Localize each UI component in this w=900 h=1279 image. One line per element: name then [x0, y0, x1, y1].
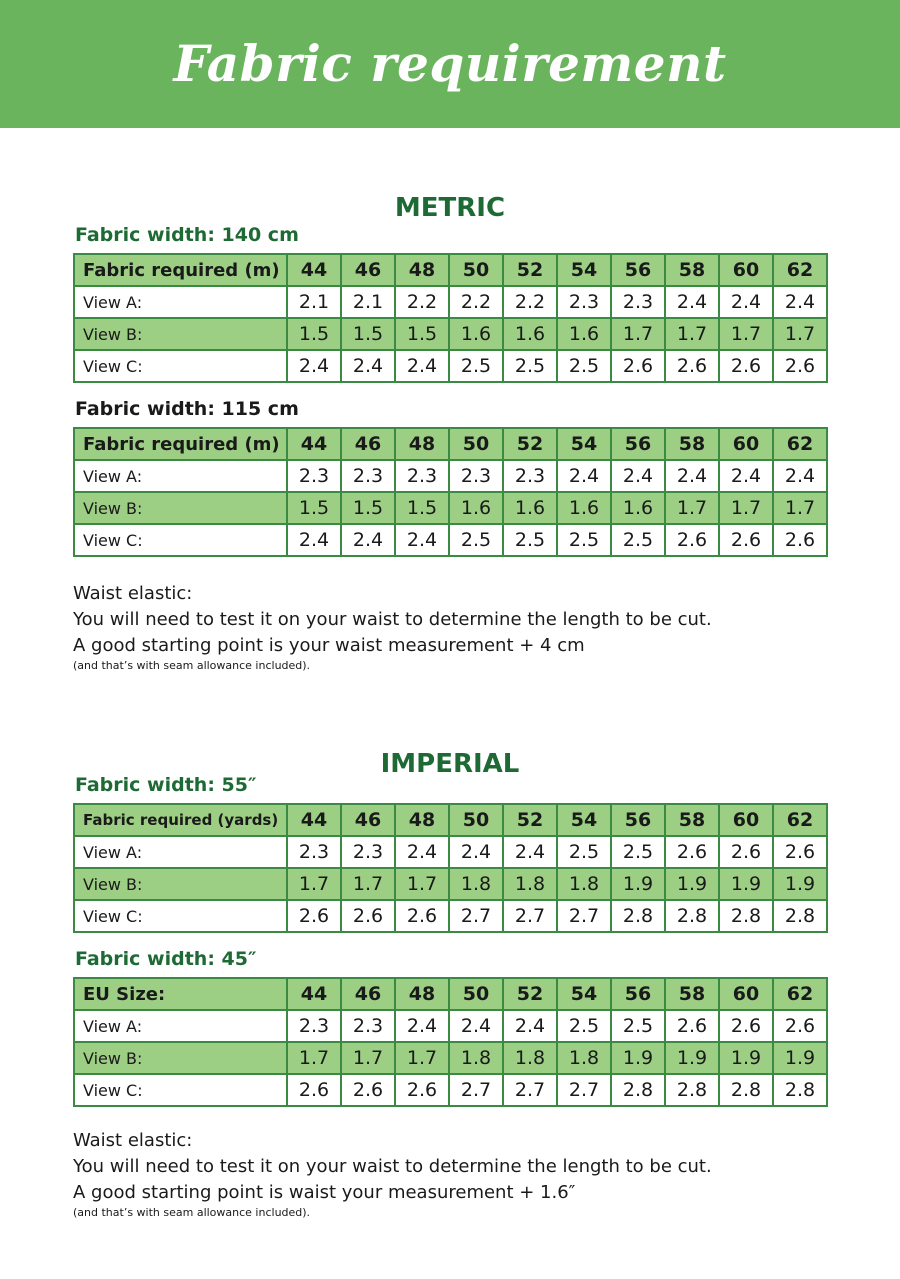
value-cell: 2.7: [503, 900, 557, 932]
value-cell: 1.7: [287, 1042, 341, 1074]
size-header-cell: 60: [719, 978, 773, 1010]
row-label: View C:: [74, 524, 287, 556]
value-cell: 2.8: [611, 900, 665, 932]
row-label: View C:: [74, 900, 287, 932]
table-row: [74, 1074, 827, 1106]
size-header-cell: 56: [611, 428, 665, 460]
value-cell: 2.6: [287, 900, 341, 932]
value-cell: 2.6: [665, 1010, 719, 1042]
size-header-cell: 50: [449, 978, 503, 1010]
value-cell: 1.5: [341, 492, 395, 524]
value-cell: 2.5: [557, 524, 611, 556]
value-cell: 2.1: [287, 286, 341, 318]
value-cell: 2.2: [449, 286, 503, 318]
value-cell: 2.6: [719, 350, 773, 382]
value-cell: 1.9: [773, 868, 827, 900]
value-cell: 2.3: [287, 836, 341, 868]
imperial-note: [73, 1128, 873, 1220]
value-cell: 2.8: [719, 1074, 773, 1106]
table-row: [74, 1010, 827, 1042]
row-label: View C:: [74, 350, 287, 382]
size-header-cell: 52: [503, 428, 557, 460]
size-header-cell: 48: [395, 254, 449, 286]
metric-width-label-2: Fabric width: 115 cm: [75, 398, 299, 420]
value-cell: 1.7: [395, 868, 449, 900]
value-cell: 1.8: [557, 1042, 611, 1074]
value-cell: 1.6: [611, 492, 665, 524]
value-cell: 1.7: [719, 318, 773, 350]
value-cell: 2.2: [503, 286, 557, 318]
page-title: Fabric requirement: [173, 34, 727, 93]
value-cell: 2.3: [449, 460, 503, 492]
imperial-width-label-2: Fabric width: 45″: [75, 948, 257, 970]
value-cell: 2.4: [503, 836, 557, 868]
size-header-cell: 60: [719, 428, 773, 460]
value-cell: 2.6: [611, 350, 665, 382]
value-cell: 2.4: [557, 460, 611, 492]
value-cell: 1.8: [503, 868, 557, 900]
value-cell: 2.5: [611, 836, 665, 868]
value-cell: 1.8: [449, 1042, 503, 1074]
imperial-table-55: [73, 803, 828, 933]
value-cell: 2.7: [557, 900, 611, 932]
value-cell: 1.5: [341, 318, 395, 350]
row-label: View B:: [74, 318, 287, 350]
table-header-row: [74, 254, 827, 286]
size-header-cell: 62: [773, 254, 827, 286]
value-cell: 1.5: [395, 492, 449, 524]
value-cell: 2.8: [719, 900, 773, 932]
table-row: [74, 350, 827, 382]
value-cell: 2.4: [395, 836, 449, 868]
size-header-cell: 44: [287, 254, 341, 286]
value-cell: 2.5: [611, 524, 665, 556]
value-cell: 2.3: [341, 1010, 395, 1042]
table-row: [74, 868, 827, 900]
value-cell: 2.4: [341, 524, 395, 556]
value-cell: 1.9: [773, 1042, 827, 1074]
size-header-cell: 58: [665, 978, 719, 1010]
value-cell: 2.5: [557, 836, 611, 868]
value-cell: 2.4: [395, 524, 449, 556]
value-cell: 1.7: [287, 868, 341, 900]
value-cell: 2.8: [665, 1074, 719, 1106]
value-cell: 2.6: [719, 1010, 773, 1042]
row-label: View A:: [74, 1010, 287, 1042]
size-header-cell: 54: [557, 978, 611, 1010]
value-cell: 2.4: [503, 1010, 557, 1042]
note-line: A good starting point is your waist measurement + 4 cm: [73, 635, 585, 656]
size-header-cell: 46: [341, 254, 395, 286]
value-cell: 2.8: [611, 1074, 665, 1106]
value-cell: 2.6: [665, 836, 719, 868]
value-cell: 2.3: [287, 1010, 341, 1042]
value-cell: 1.5: [287, 318, 341, 350]
size-header-cell: 50: [449, 804, 503, 836]
header-banner: [0, 0, 900, 128]
value-cell: 1.6: [503, 492, 557, 524]
value-cell: 2.3: [611, 286, 665, 318]
value-cell: 2.7: [557, 1074, 611, 1106]
value-cell: 2.3: [557, 286, 611, 318]
size-header-cell: 48: [395, 428, 449, 460]
note-title: Waist elastic:: [73, 583, 193, 604]
value-cell: 1.8: [503, 1042, 557, 1074]
row-label: View A:: [74, 286, 287, 318]
value-cell: 2.7: [449, 900, 503, 932]
table-header-row: [74, 804, 827, 836]
value-cell: 2.3: [395, 460, 449, 492]
size-header-cell: 44: [287, 428, 341, 460]
value-cell: 2.6: [773, 524, 827, 556]
table-row: [74, 286, 827, 318]
value-cell: 2.4: [449, 836, 503, 868]
value-cell: 2.6: [719, 836, 773, 868]
value-cell: 2.6: [773, 836, 827, 868]
imperial-table-45: [73, 977, 828, 1107]
table-row: [74, 492, 827, 524]
metric-table-140: [73, 253, 828, 383]
value-cell: 2.3: [287, 460, 341, 492]
value-cell: 2.8: [773, 900, 827, 932]
value-cell: 2.6: [773, 350, 827, 382]
size-header-cell: 52: [503, 254, 557, 286]
value-cell: 2.8: [665, 900, 719, 932]
value-cell: 2.7: [449, 1074, 503, 1106]
table-header-label: Fabric required (m): [74, 428, 287, 460]
value-cell: 2.4: [341, 350, 395, 382]
row-label: View B:: [74, 868, 287, 900]
value-cell: 1.9: [665, 868, 719, 900]
value-cell: 2.5: [503, 350, 557, 382]
value-cell: 2.6: [665, 524, 719, 556]
value-cell: 1.9: [611, 868, 665, 900]
table-row: [74, 900, 827, 932]
size-header-cell: 46: [341, 804, 395, 836]
value-cell: 1.7: [665, 492, 719, 524]
note-line: You will need to test it on your waist to determine the length to be cut.: [73, 1156, 712, 1177]
value-cell: 1.7: [719, 492, 773, 524]
value-cell: 1.8: [449, 868, 503, 900]
table-row: [74, 318, 827, 350]
value-cell: 2.4: [611, 460, 665, 492]
value-cell: 2.2: [395, 286, 449, 318]
row-label: View B:: [74, 1042, 287, 1074]
imperial-heading: IMPERIAL: [380, 749, 520, 779]
size-header-cell: 54: [557, 254, 611, 286]
value-cell: 1.7: [665, 318, 719, 350]
size-header-cell: 52: [503, 804, 557, 836]
size-header-cell: 56: [611, 804, 665, 836]
table-header-label: Fabric required (m): [74, 254, 287, 286]
value-cell: 1.7: [341, 1042, 395, 1074]
note-small: (and that’s with seam allowance included).: [73, 1206, 311, 1219]
value-cell: 2.5: [611, 1010, 665, 1042]
value-cell: 1.7: [773, 492, 827, 524]
size-header-cell: 60: [719, 254, 773, 286]
value-cell: 2.8: [773, 1074, 827, 1106]
value-cell: 1.9: [719, 868, 773, 900]
value-cell: 2.4: [665, 286, 719, 318]
size-header-cell: 62: [773, 804, 827, 836]
table-row: [74, 524, 827, 556]
value-cell: 1.6: [449, 492, 503, 524]
imperial-width-label-1: Fabric width: 55″: [75, 774, 257, 796]
size-header-cell: 44: [287, 978, 341, 1010]
value-cell: 2.4: [719, 286, 773, 318]
value-cell: 1.9: [611, 1042, 665, 1074]
value-cell: 2.4: [287, 524, 341, 556]
value-cell: 1.6: [503, 318, 557, 350]
metric-table-115: [73, 427, 828, 557]
note-small: (and that’s with seam allowance included).: [73, 659, 311, 672]
value-cell: 1.9: [719, 1042, 773, 1074]
value-cell: 2.6: [341, 1074, 395, 1106]
table-row: [74, 836, 827, 868]
value-cell: 2.3: [341, 836, 395, 868]
value-cell: 1.8: [557, 868, 611, 900]
value-cell: 2.4: [665, 460, 719, 492]
row-label: View B:: [74, 492, 287, 524]
value-cell: 2.6: [665, 350, 719, 382]
value-cell: 1.6: [557, 318, 611, 350]
value-cell: 2.5: [449, 350, 503, 382]
size-header-cell: 52: [503, 978, 557, 1010]
table-row: [74, 460, 827, 492]
value-cell: 1.6: [557, 492, 611, 524]
value-cell: 2.5: [557, 1010, 611, 1042]
value-cell: 2.4: [449, 1010, 503, 1042]
value-cell: 1.7: [341, 868, 395, 900]
row-label: View A:: [74, 460, 287, 492]
size-header-cell: 48: [395, 978, 449, 1010]
value-cell: 2.5: [503, 524, 557, 556]
size-header-cell: 48: [395, 804, 449, 836]
value-cell: 1.7: [773, 318, 827, 350]
value-cell: 2.6: [395, 1074, 449, 1106]
size-header-cell: 62: [773, 978, 827, 1010]
value-cell: 2.6: [395, 900, 449, 932]
size-header-cell: 56: [611, 978, 665, 1010]
table-row: [74, 1042, 827, 1074]
value-cell: 1.7: [395, 1042, 449, 1074]
value-cell: 2.6: [287, 1074, 341, 1106]
note-line: A good starting point is waist your measurement + 1.6″: [73, 1182, 576, 1203]
value-cell: 1.5: [395, 318, 449, 350]
size-header-cell: 46: [341, 428, 395, 460]
size-header-cell: 54: [557, 804, 611, 836]
size-header-cell: 54: [557, 428, 611, 460]
metric-note: [73, 581, 873, 673]
metric-width-label-1: Fabric width: 140 cm: [75, 224, 299, 246]
table-header-row: [74, 428, 827, 460]
value-cell: 2.5: [557, 350, 611, 382]
value-cell: 2.6: [719, 524, 773, 556]
value-cell: 2.6: [773, 1010, 827, 1042]
size-header-cell: 58: [665, 254, 719, 286]
value-cell: 1.5: [287, 492, 341, 524]
size-header-cell: 60: [719, 804, 773, 836]
size-header-cell: 62: [773, 428, 827, 460]
note-line: You will need to test it on your waist to determine the length to be cut.: [73, 609, 712, 630]
value-cell: 2.1: [341, 286, 395, 318]
size-header-cell: 58: [665, 804, 719, 836]
table-header-label: Fabric required (yards): [74, 804, 287, 836]
value-cell: 1.9: [665, 1042, 719, 1074]
value-cell: 1.7: [611, 318, 665, 350]
value-cell: 1.6: [449, 318, 503, 350]
row-label: View C:: [74, 1074, 287, 1106]
value-cell: 2.4: [395, 1010, 449, 1042]
size-header-cell: 46: [341, 978, 395, 1010]
row-label: View A:: [74, 836, 287, 868]
size-header-cell: 56: [611, 254, 665, 286]
size-header-cell: 58: [665, 428, 719, 460]
value-cell: 2.7: [503, 1074, 557, 1106]
value-cell: 2.4: [773, 460, 827, 492]
size-header-cell: 44: [287, 804, 341, 836]
value-cell: 2.4: [287, 350, 341, 382]
value-cell: 2.3: [503, 460, 557, 492]
value-cell: 2.4: [395, 350, 449, 382]
metric-heading: METRIC: [394, 193, 506, 223]
value-cell: 2.6: [341, 900, 395, 932]
table-header-row: [74, 978, 827, 1010]
value-cell: 2.4: [773, 286, 827, 318]
value-cell: 2.3: [341, 460, 395, 492]
note-title: Waist elastic:: [73, 1130, 193, 1151]
size-header-cell: 50: [449, 428, 503, 460]
table-header-label: EU Size:: [74, 978, 287, 1010]
size-header-cell: 50: [449, 254, 503, 286]
value-cell: 2.5: [449, 524, 503, 556]
value-cell: 2.4: [719, 460, 773, 492]
